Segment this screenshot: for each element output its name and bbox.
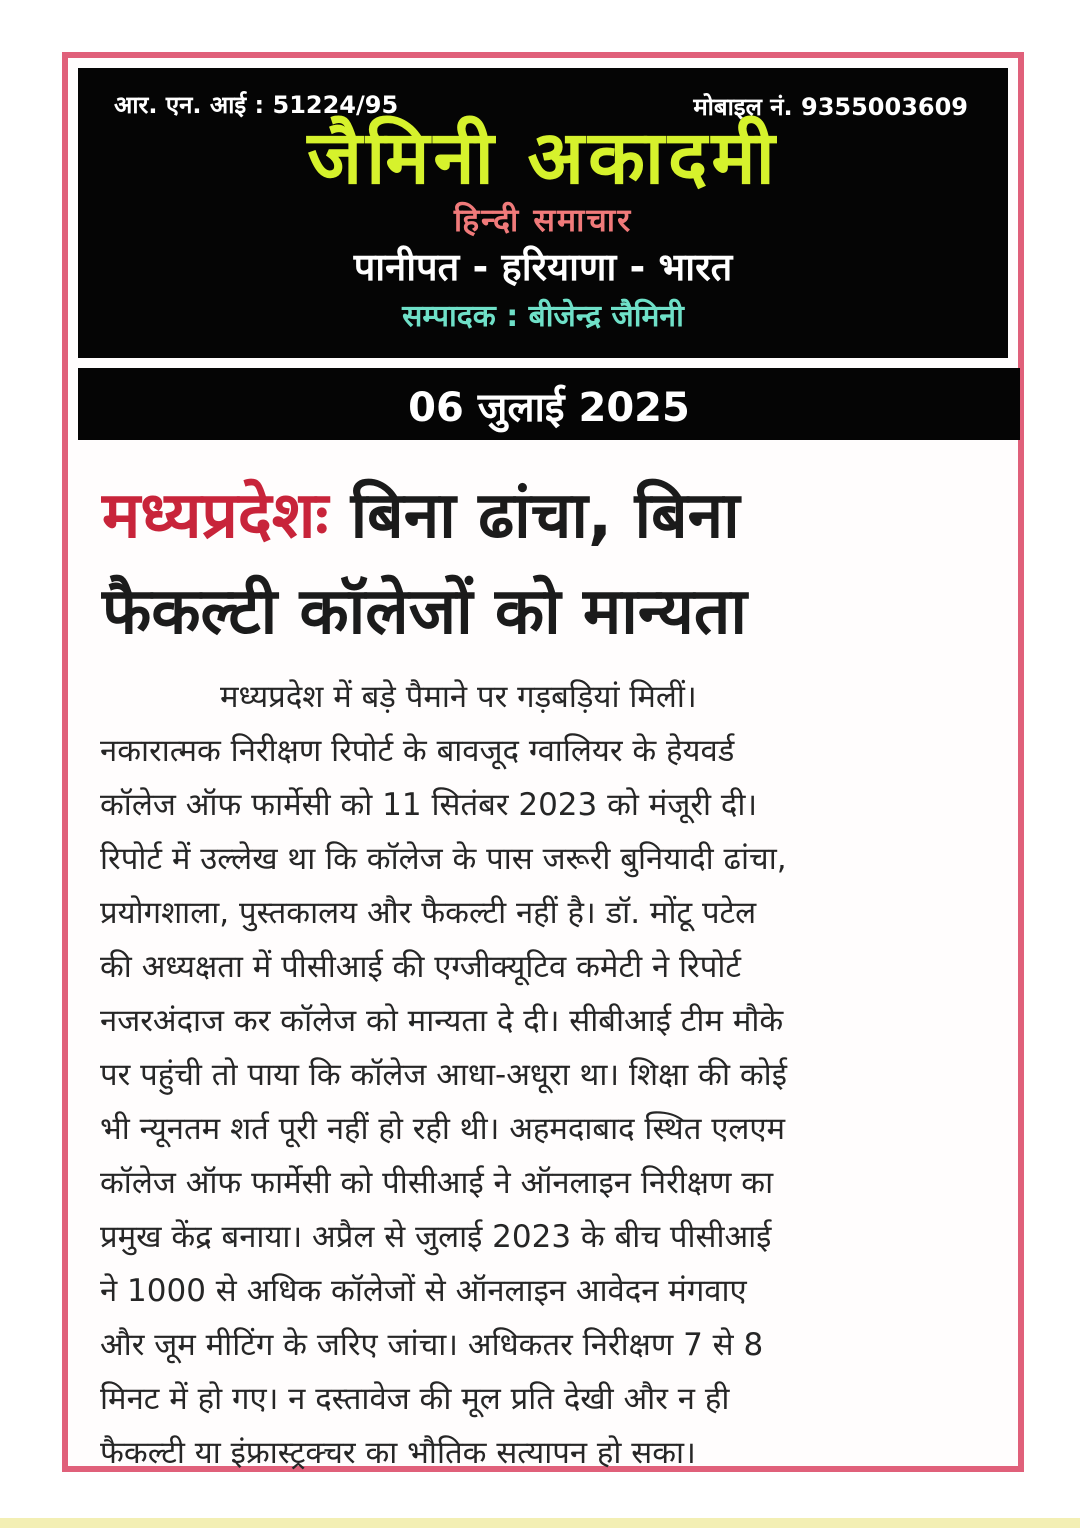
headline-line-2: फैकल्टी कॉलेजों को मान्यता bbox=[102, 575, 747, 649]
mobile-number: मोबाइल नं. 9355003609 bbox=[693, 93, 968, 121]
newspaper-location: पानीपत - हरियाणा - भारत bbox=[353, 245, 733, 289]
article-line: और जूम मीटिंग के जरिए जांचा। अधिकतर निरीक्षण 7 से 8 bbox=[100, 1327, 764, 1363]
article-line: फैकल्टी या इंफ्रास्ट्रक्चर का भौतिक सत्यापन हो सका। bbox=[100, 1435, 696, 1471]
article-line: भी न्यूनतम शर्त पूरी नहीं हो रही थी। अहमदाबाद स्थित एलएम bbox=[100, 1111, 786, 1147]
article-line: की अध्यक्षता में पीसीआई की एग्जीक्यूटिव कमेटी ने रिपोर्ट bbox=[100, 949, 741, 985]
article-line: मिनट में हो गए। न दस्तावेज की मूल प्रति देखी और न ही bbox=[100, 1381, 730, 1417]
article-line: मध्यप्रदेश में बड़े पैमाने पर गड़बड़ियां मिलीं। bbox=[220, 679, 697, 715]
article-line: कॉलेज ऑफ फार्मेसी को पीसीआई ने ऑनलाइन निरीक्षण का bbox=[100, 1165, 774, 1201]
headline-line-1-rest: बिना ढांचा, बिना bbox=[350, 479, 740, 553]
newspaper-subtitle: हिन्दी समाचार bbox=[453, 201, 633, 239]
editor-name: सम्पादक : बीजेन्द्र जैमिनी bbox=[402, 299, 684, 334]
registration-number: आर. एन. आई : 51224/95 bbox=[114, 91, 399, 119]
newspaper-clipping-frame bbox=[62, 52, 1024, 1472]
article-line: नकारात्मक निरीक्षण रिपोर्ट के बावजूद ग्वालियर के हेयवर्ड bbox=[100, 733, 735, 769]
article-line: प्रयोगशाला, पुस्तकालय और फैकल्टी नहीं है। डॉ. मोंटू पटेल bbox=[100, 895, 757, 931]
article-line: कॉलेज ऑफ फार्मेसी को 11 सितंबर 2023 को मंजूरी दी। bbox=[100, 787, 758, 823]
issue-date: 06 जुलाई 2025 bbox=[408, 385, 690, 431]
masthead bbox=[78, 68, 1008, 358]
article-body bbox=[100, 670, 970, 1480]
headline-line-1 bbox=[102, 468, 1002, 564]
bottom-strip bbox=[0, 1518, 1080, 1528]
date-band bbox=[78, 368, 1020, 440]
article-line: ने 1000 से अधिक कॉलेजों से ऑनलाइन आवेदन मंगवाए bbox=[100, 1273, 747, 1309]
article-line: पर पहुंची तो पाया कि कॉलेज आधा-अधूरा था। शिक्षा की कोई bbox=[100, 1057, 787, 1093]
article-line: रिपोर्ट में उल्लेख था कि कॉलेज के पास जरूरी बुनियादी ढांचा, bbox=[100, 841, 787, 877]
article-line: नजरअंदाज कर कॉलेज को मान्यता दे दी। सीबीआई टीम मौके bbox=[100, 1003, 784, 1039]
headline-prefix: मध्यप्रदेशः bbox=[102, 479, 329, 553]
newspaper-name: जैमिनी अकादमी bbox=[307, 115, 779, 201]
article-headline bbox=[102, 468, 1002, 660]
article-line: प्रमुख केंद्र बनाया। अप्रैल से जुलाई 2023 के बीच पीसीआई bbox=[100, 1219, 772, 1255]
